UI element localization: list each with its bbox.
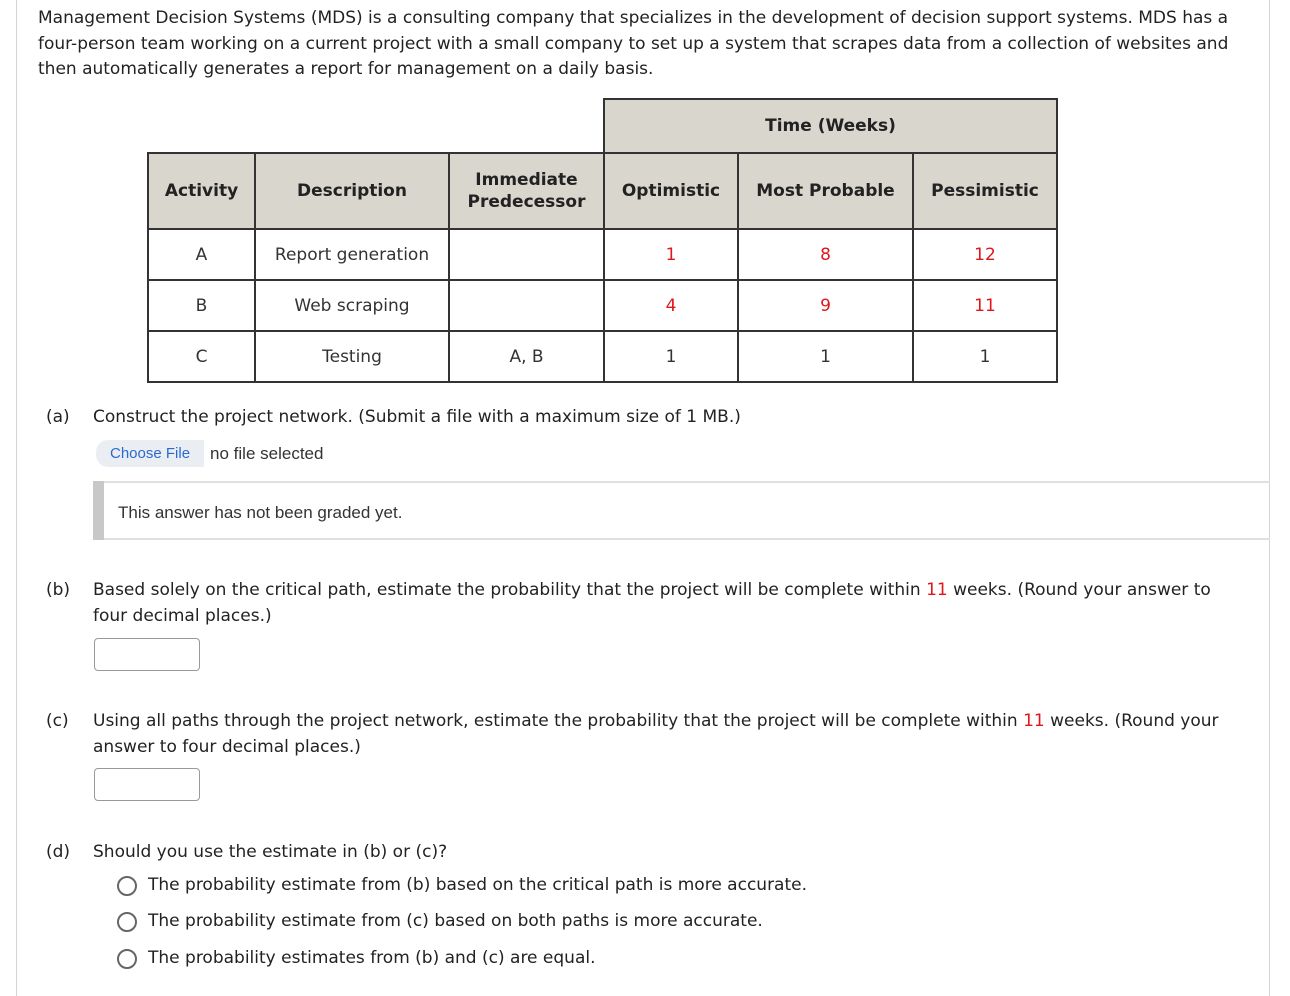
radio-button[interactable] <box>117 949 137 969</box>
file-status: no file selected <box>210 443 324 463</box>
radio-button[interactable] <box>117 876 137 896</box>
cell-predecessor <box>449 280 604 331</box>
activity-table <box>147 98 1058 383</box>
cell-most-probable: 1 <box>738 331 913 382</box>
part-b-text-before: Based solely on the critical path, estimate the probability that the project will be complete within <box>93 580 927 600</box>
cell-optimistic: 1 <box>604 229 738 280</box>
cell-optimistic: 1 <box>604 331 738 382</box>
part-d-label: (d) <box>46 842 71 862</box>
part-b-label: (b) <box>46 580 71 600</box>
option-label: The probability estimate from (b) based on the critical path is more accurate. <box>148 875 807 895</box>
option-label: The probability estimate from (c) based on both paths is more accurate. <box>148 911 763 931</box>
table-row <box>148 229 1057 280</box>
part-b-text-after: weeks. (Round your answer to four decimal places.) <box>93 580 1211 626</box>
part-d-text: Should you use the estimate in (b) or (c)? <box>93 842 448 862</box>
part-b-weeks: 11 <box>926 580 948 600</box>
radio-button[interactable] <box>117 912 137 932</box>
cell-predecessor <box>449 229 604 280</box>
cell-pessimistic: 1 <box>913 331 1057 382</box>
header-activity: Activity <box>148 153 255 229</box>
time-weeks-header: Time (Weeks) <box>604 99 1057 153</box>
problem-intro: Management Decision Systems (MDS) is a consulting company that specializes in the development of decision support systems. MDS has a four-person team working on a current project with a small company to set up a system that scrapes data from a collection of websites and then automatically generates a report for management on a daily basis. <box>38 8 1229 79</box>
part-a-text: Construct the project network. (Submit a file with a maximum size of 1 MB.) <box>93 407 741 427</box>
header-most-probable: Most Probable <box>738 153 913 229</box>
header-predecessor-line2: Predecessor <box>467 192 586 212</box>
cell-activity: A <box>148 229 255 280</box>
cell-description: Report generation <box>255 229 449 280</box>
status-bar <box>93 481 104 540</box>
cell-most-probable: 8 <box>738 229 913 280</box>
cell-description: Testing <box>255 331 449 382</box>
table-row <box>148 331 1057 382</box>
grading-status-text: This answer has not been graded yet. <box>118 503 403 522</box>
part-c-text-after: weeks. (Round your answer to four decimal places.) <box>93 711 1219 757</box>
part-c-text <box>93 709 1243 760</box>
header-pessimistic: Pessimistic <box>913 153 1057 229</box>
cell-pessimistic: 12 <box>913 229 1057 280</box>
part-a-label: (a) <box>46 407 70 427</box>
table-row <box>148 280 1057 331</box>
option-label: The probability estimates from (b) and (c) are equal. <box>148 948 596 968</box>
cell-activity: C <box>148 331 255 382</box>
cell-activity: B <box>148 280 255 331</box>
grading-status-panel <box>93 481 1270 540</box>
cell-predecessor: A, B <box>449 331 604 382</box>
part-b-answer-input[interactable] <box>94 638 200 671</box>
cell-most-probable: 9 <box>738 280 913 331</box>
cell-pessimistic: 11 <box>913 280 1057 331</box>
part-c-answer-input[interactable] <box>94 768 200 801</box>
file-upload <box>96 440 323 467</box>
part-c-text-before: Using all paths through the project network, estimate the probability that the project will be complete within <box>93 711 1024 731</box>
choose-file-button[interactable]: Choose File <box>96 440 204 467</box>
header-optimistic: Optimistic <box>604 153 738 229</box>
part-b-text <box>93 578 1243 629</box>
part-c-weeks: 11 <box>1023 711 1045 731</box>
cell-description: Web scraping <box>255 280 449 331</box>
header-predecessor-line1: Immediate <box>475 170 578 190</box>
header-description: Description <box>255 153 449 229</box>
cell-optimistic: 4 <box>604 280 738 331</box>
part-c-label: (c) <box>46 711 69 731</box>
header-predecessor <box>449 153 604 229</box>
